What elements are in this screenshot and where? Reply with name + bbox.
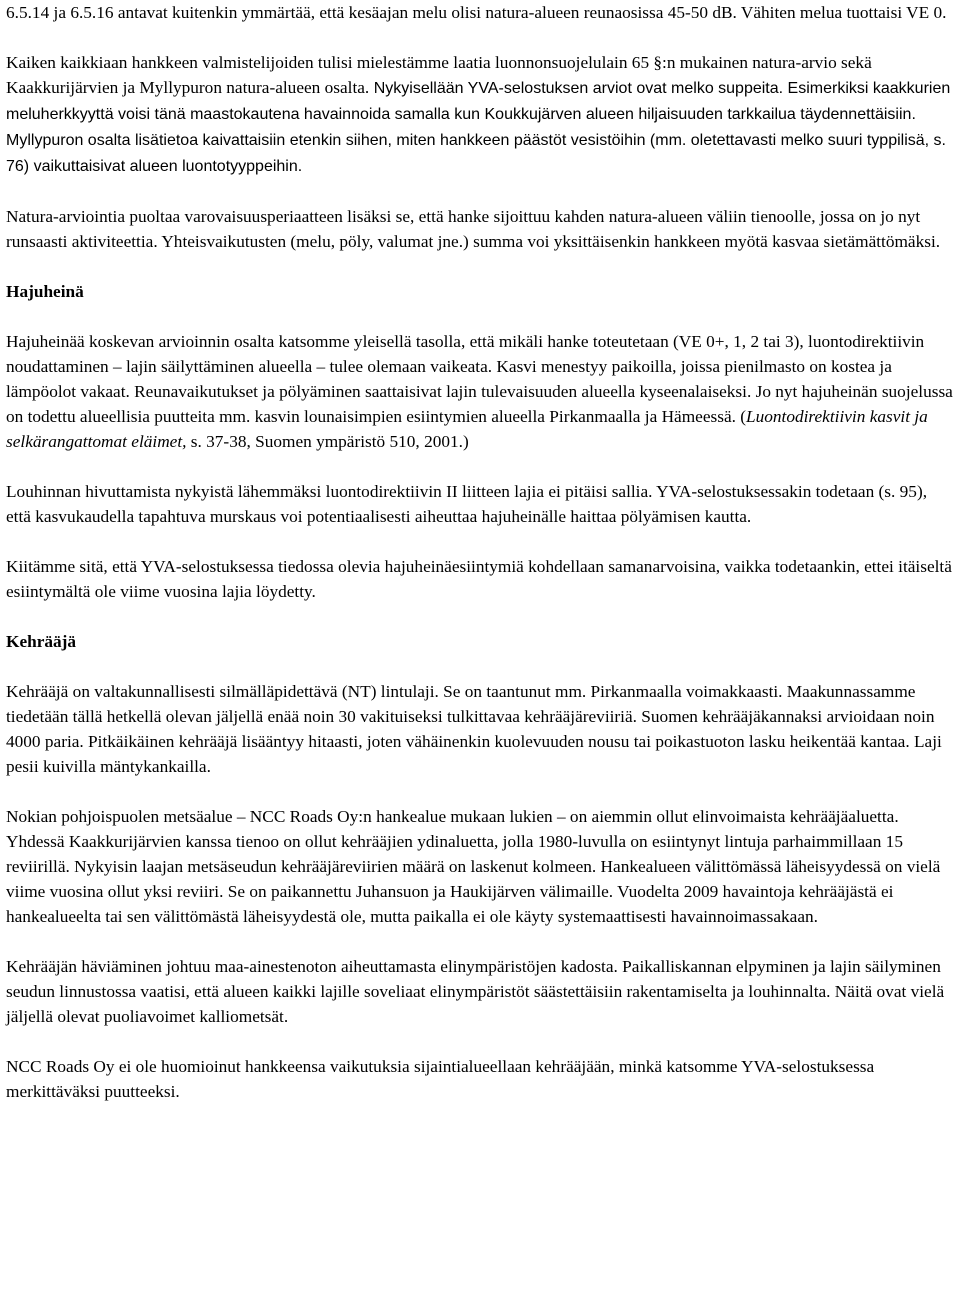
document-page [6,0,956,1129]
kehraaja-paragraph-3: Kehrääjän häviäminen johtuu maa-ainestenoton aiheuttamasta elinympäristöjen kadosta. Paikalliskannan elpyminen ja lajin säilyminen seudun linnustossa vaatisi, että alueen kaikki lajille soveliaat elinympäristöt säästettäisiin rakentamiselta ja louhinnalta. Näitä ovat vielä jäljellä olevat puoliavoimet kalliometsät. [6,957,945,1026]
natura-arvio-text-sans: Nykyisellään YVA-selostuksen arviot ovat melko suppeita. Esimerkiksi kaakkurien meluherkkyyttä voisi tänä maastokautena havainnoida samalla kun Koukkujärven alueen hiljaisuuden tarkkailua täydennettäisiin. Myllypuron osalta lisätietoa kaivattaisiin etenkin siihen, miten hankkeen päästöt vesistöihin (mm. oletettavasti melko suuri typpilisä, s. 76) vaikuttaisivat alueen luontotyyppeihin. [6,80,951,175]
hajuheina-heading: Hajuheinä [6,282,84,301]
natura-arviointi-paragraph: Natura-arviointia puoltaa varovaisuusperiaatteen lisäksi se, että hanke sijoittuu kahden natura-alueen väliin tienoolle, jossa on jo nyt runsaasti aktiviteettia. Yhteisvaikutusten (melu, pöly, valumat jne.) summa voi yksittäisenkin hankkeen myötä kasvaa sietämättömäksi. [6,207,941,251]
kehraaja-paragraph-4: NCC Roads Oy ei ole huomioinut hankkeensa vaikutuksia sijaintialueellaan kehrääjään, minkä katsomme YVA-selostuksessa merkittäväksi puutteeksi. [6,1057,875,1101]
hajuheina-p1-text-b: s. 37-38, Suomen ympäristö 510, 2001.) [186,432,469,451]
kehraaja-paragraph-1: Kehrääjä on valtakunnallisesti silmälläpidettävä (NT) lintulaji. Se on taantunut mm. Pirkanmaalla voimakkaasti. Maakunnassamme tiedetään tällä hetkellä olevan jäljellä enää noin 30 vakituiseksi tulkittavaa kehrääjäreviiriä. Suomen kehrääjäkannaksi arvioidaan noin 4000 paria. Pitkäikäinen kehrääjä lisääntyy hitaasti, joten vähäinenkin kuolevuuden nousu tai poikastuoton lasku heikentää kantaa. Laji pesii kuivilla mäntykankailla. [6,682,942,776]
natura-arvio-text-serif: Kaiken kaikkiaan hankkeen valmistelijoiden tulisi mielestämme laatia luonnonsuojelulain 65 §:n mukainen natura-arvio sekä Kaakkurijärvien ja Myllypuron natura-alueen osalta. [6,53,872,97]
hajuheina-p1-citation-title: Luontodirektiivin kasvit ja selkärangattomat eläimet, [6,407,928,451]
kehraaja-paragraph-2: Nokian pohjoispuolen metsäalue – NCC Roads Oy:n hankealue mukaan lukien – on aiemmin ollut elinvoimaista kehrääjäaluetta. Yhdessä Kaakkurijärvien kanssa tienoo on ollut kehrääjien ydinaluetta, jolla 1980-luvulla on esiintynyt lintuja parhaimmillaan 15 reviirillä. Nykyisin laajan metsäseudun kehrääjäreviirien määrä on laskenut kolmeen. Hankealueen välittömässä läheisyydessä on vielä viime vuosina ollut yksi reviiri. Se on paikannettu Juhansuon ja Haukijärven välimaille. Vuodelta 2009 havaintoja kehrääjästä ei hankealueelta tai sen välittömästä läheisyydestä ole, mutta paikalla ei ole käyty systemaattisesti havainnoimassakaan. [6,807,941,926]
hajuheina-paragraph-3: Kiitämme sitä, että YVA-selostuksessa tiedossa olevia hajuheinäesiintymiä kohdellaan samanarvoisina, vaikka todetaankin, ettei itäiseltä esiintymältä ole viime vuosina lajia löydetty. [6,557,952,601]
intro-text: 6.5.14 ja 6.5.16 antavat kuitenkin ymmärtää, että kesäajan melu olisi natura-alueen reunaosissa 45-50 dB. Vähiten melua tuottaisi VE 0. [6,3,947,22]
hajuheina-p1-text-a: Hajuheinää koskevan arvioinnin osalta katsomme yleisellä tasolla, että mikäli hanke toteutetaan (VE 0+, 1, 2 tai 3), luontodirektiivin noudattaminen – lajin säilyttäminen alueella – tulee olemaan vaikeata. Kasvi menestyy paikoilla, joissa pienilmasto on kostea ja lämpöolot vakaat. Reunavaikutukset ja pölyäminen saattaisivat lajin tulevaisuuden alueella kyseenalaiseksi. Jo nyt hajuheinän suojelussa on todettu alueellisia puutteita mm. kasvin lounaisimpien esiintymien alueella Pirkanmaalla ja Hämeessä. ( [6,332,953,426]
intro-paragraph [6,0,956,25]
hajuheina-paragraph-2: Louhinnan hivuttamista nykyistä lähemmäksi luontodirektiivin II liitteen lajia ei pitäisi sallia. YVA-selostuksessakin todetaan (s. 95), että kasvukaudella tapahtuva murskaus voi potentiaalisesti aiheuttaa hajuheinälle haittaa pölyämisen kautta. [6,482,928,526]
hajuheina-paragraph-1 [6,329,956,454]
natura-arvio-paragraph [6,50,956,179]
kehraaja-heading: Kehrääjä [6,632,77,651]
